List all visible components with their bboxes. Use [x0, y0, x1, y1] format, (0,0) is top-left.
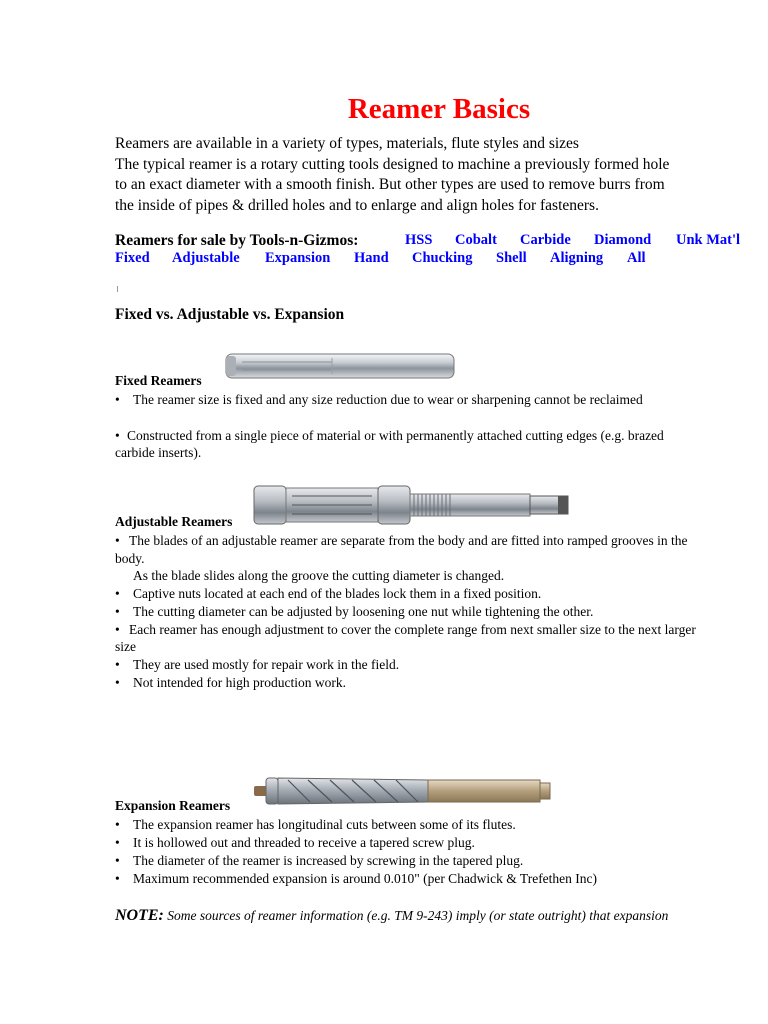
adjustable-bullet-text: The cutting diameter can be adjusted by loosening one nut while tightening the other. [133, 604, 594, 619]
bullet-dot: • [115, 586, 120, 601]
bullet-dot: • [115, 853, 120, 868]
note-text: Some sources of reamer information (e.g. TM 9-243) imply (or state outright) that expansion [163, 908, 669, 923]
sale-links-row-2 [0, 250, 768, 268]
link-adjustable[interactable]: Adjustable [172, 250, 240, 266]
sale-links-row-1 [0, 232, 768, 250]
page-title: Reamer Basics [347, 93, 531, 125]
adjustable-reamer-image [252, 482, 572, 528]
fixed-bullet-text: The reamer size is fixed and any size reduction due to wear or sharpening cannot be reclaimed [133, 392, 643, 407]
adjustable-bullet [115, 585, 541, 603]
expansion-bullet-text: The diameter of the reamer is increased by screwing in the tapered plug. [133, 853, 524, 868]
bullet-dot: • [115, 657, 120, 672]
intro-line: Reamers are available in a variety of types, materials, flute styles and sizes [115, 135, 579, 152]
link-aligning[interactable]: Aligning [550, 250, 604, 266]
link-all[interactable]: All [627, 250, 646, 266]
adjustable-bullet-text: Captive nuts located at each end of the blades lock them in a fixed position. [133, 586, 542, 601]
adjustable-bullet-text: They are used mostly for repair work in the field. [133, 657, 400, 672]
link-hand[interactable]: Hand [354, 250, 389, 266]
adjustable-bullet-text: Each reamer has enough adjustment to cover the complete range from next smaller size to the next larger [129, 622, 696, 637]
expansion-bullet [115, 816, 516, 834]
fixed-reamer-image [222, 348, 458, 382]
expansion-bullet-text: The expansion reamer has longitudinal cuts between some of its flutes. [133, 817, 516, 832]
expansion-reamer-image [252, 770, 552, 810]
fixed-reamers-heading: Fixed Reamers [115, 373, 202, 388]
expansion-bullet-text: It is hollowed out and threaded to receive a tapered screw plug. [133, 835, 475, 850]
intro-line: to an exact diameter with a smooth finish. But other types are used to remove burrs from [115, 176, 665, 193]
intro-line: the inside of pipes & drilled holes and to enlarge and align holes for fasteners. [115, 196, 599, 214]
fixed-bullet [115, 391, 643, 409]
bullet-dot: • [115, 428, 120, 443]
link-expansion[interactable]: Expansion [265, 250, 331, 266]
intro-paragraph [115, 134, 755, 216]
adjustable-bullet [115, 532, 688, 550]
note-paragraph [115, 907, 668, 925]
link-fixed[interactable]: Fixed [115, 250, 150, 266]
adjustable-bullet [115, 603, 593, 621]
link-unk-matl[interactable]: Unk Mat'l [676, 232, 741, 248]
expansion-reamers-heading: Expansion Reamers [115, 798, 231, 813]
bullet-dot: • [115, 675, 120, 690]
bullet-dot: • [115, 392, 120, 407]
fixed-bullet-text: Constructed from a single piece of material or with permanently attached cutting edges (e.g. brazed [127, 428, 664, 443]
link-cobalt[interactable]: Cobalt [455, 232, 497, 248]
fixed-bullet [115, 427, 664, 445]
adjustable-bullet [115, 621, 696, 639]
link-chucking[interactable]: Chucking [412, 250, 473, 266]
expansion-bullet [115, 852, 523, 870]
expansion-bullet [115, 870, 597, 888]
expansion-bullet-text: Maximum recommended expansion is around 0.010" (per Chadwick & Trefethen Inc) [133, 871, 598, 886]
sale-label: Reamers for sale by Tools-n-Gizmos: [115, 232, 359, 249]
bullet-dot: • [115, 817, 120, 832]
adjustable-bullet-text: Not intended for high production work. [133, 675, 346, 690]
adjustable-bullet [115, 656, 399, 674]
expansion-bullet [115, 834, 475, 852]
comparison-heading: Fixed vs. Adjustable vs. Expansion [115, 306, 345, 323]
note-label: NOTE: [115, 907, 164, 924]
bullet-dot: • [115, 604, 120, 619]
link-carbide[interactable]: Carbide [520, 232, 571, 248]
adjustable-bullet-continuation: size [115, 639, 136, 654]
adjustable-bullet [115, 674, 346, 692]
adjustable-reamers-heading: Adjustable Reamers [115, 514, 233, 529]
link-shell[interactable]: Shell [496, 250, 527, 266]
intro-line: The typical reamer is a rotary cutting tools designed to machine a previously formed hole [115, 155, 670, 173]
bullet-dot: • [115, 871, 120, 886]
adjustable-bullet-continuation: body. [115, 551, 145, 566]
adjustable-bullet-continuation: As the blade slides along the groove the cutting diameter is changed. [133, 568, 505, 583]
divider-mark [117, 286, 118, 292]
link-diamond[interactable]: Diamond [594, 232, 652, 248]
bullet-dot: • [115, 835, 120, 850]
adjustable-bullet-text: The blades of an adjustable reamer are separate from the body and are fitted into ramped grooves in the [129, 533, 688, 548]
fixed-bullet-continuation: carbide inserts). [115, 445, 202, 460]
bullet-dot: • [115, 533, 120, 548]
bullet-dot: • [115, 622, 120, 637]
link-hss[interactable]: HSS [405, 232, 433, 248]
